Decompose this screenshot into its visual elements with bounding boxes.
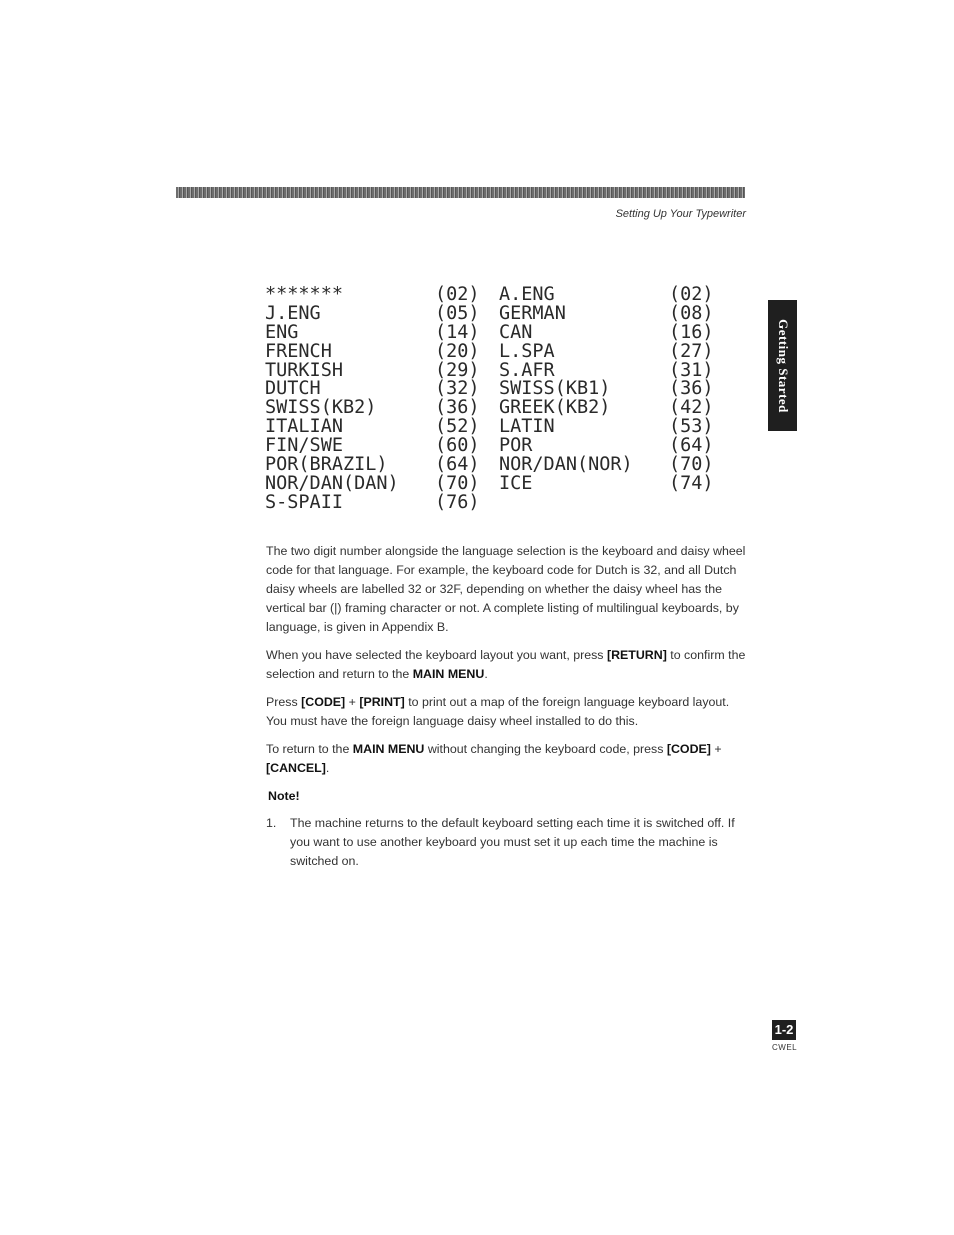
note-number: 1. (266, 816, 277, 830)
keyboard-code: (70) (669, 454, 714, 476)
keyboard-code: (16) (669, 321, 714, 343)
language-name: ******* (265, 284, 343, 305)
language-name: L.SPA (499, 340, 555, 362)
paragraph-confirm: When you have selected the keyboard layout you want, press [RETURN] to confirm the selection and return to the MAIN MENU. (266, 648, 746, 681)
keyboard-row (265, 286, 729, 305)
language-name: NOR/DAN(DAN) (265, 472, 399, 494)
language-name: FIN/SWE (265, 435, 343, 457)
print-key: [PRINT] (359, 695, 405, 709)
keyboard-code: (02) (435, 284, 480, 305)
keyboard-code: (53) (669, 416, 714, 438)
language-name: GERMAN (499, 302, 566, 324)
keyboard-row (265, 491, 729, 513)
keyboard-code: (31) (669, 359, 714, 381)
paragraph-keyboard-code: The two digit number alongside the language selection is the keyboard and daisy wheel code for that language. For example, the keyboard code for Dutch is 32, and all Dutch daisy wheels are labelled 32 or 32F, depending on whether the daisy wheel has the vertical bar (|) framing character or not. A complete listing of multilingual keyboards, by language, is given in Appendix B. (266, 544, 746, 634)
keyboard-code: (42) (669, 397, 714, 419)
language-name: SWISS(KB1) (499, 378, 611, 400)
language-name: ICE (499, 472, 533, 494)
note-item (266, 814, 748, 871)
language-name: NOR/DAN(NOR) (499, 454, 633, 476)
keyboard-row (265, 472, 729, 494)
keyboard-row (265, 302, 729, 324)
keyboard-code (669, 494, 729, 513)
keyboard-code: (29) (435, 359, 480, 381)
keyboard-code: (20) (435, 340, 480, 362)
header-rule (176, 187, 745, 198)
language-name: POR (499, 435, 533, 457)
language-name: ENG (265, 321, 299, 343)
section-tab (768, 300, 797, 431)
main-menu-label: MAIN MENU (352, 742, 425, 756)
keyboard-code: (70) (435, 472, 480, 494)
paragraph-print-map: Press [CODE] + [PRINT] to print out a map of the foreign language keyboard layout. You must have the foreign language daisy wheel installed to do this. (266, 695, 730, 728)
section-tab-label: Getting Started (775, 318, 791, 413)
keyboard-row (265, 340, 729, 362)
language-name: J.ENG (265, 302, 321, 324)
running-head: Setting Up Your Typewriter (615, 208, 746, 220)
language-name: POR(BRAZIL) (265, 454, 388, 476)
language-name: SWISS(KB2) (265, 397, 377, 419)
language-name: TURKISH (265, 359, 343, 381)
document-code: CWEL (772, 1043, 798, 1052)
language-name: DUTCH (265, 378, 321, 400)
keyboard-row (265, 359, 729, 381)
keyboard-code: (36) (435, 397, 480, 419)
code-key: [CODE] (666, 742, 711, 756)
language-name: GREEK(KB2) (499, 397, 611, 419)
keyboard-code: (32) (435, 378, 480, 400)
language-name: ITALIAN (265, 416, 343, 438)
keyboard-code: (08) (669, 302, 714, 324)
keyboard-row (265, 321, 729, 343)
keyboard-code: (05) (435, 302, 480, 324)
keyboard-code: (60) (435, 435, 480, 457)
keyboard-code: (64) (435, 454, 480, 476)
language-name: FRENCH (265, 340, 332, 362)
code-key: [CODE] (301, 695, 346, 709)
keyboard-code: (36) (669, 378, 714, 400)
language-name: S-SPAII (265, 491, 343, 513)
keyboard-code: (52) (435, 416, 480, 438)
note-text: The machine returns to the default keyboard setting each time it is switched off. If you want to use another keyboard you must set it up each time the machine is switched on. (290, 816, 735, 868)
keyboard-code: (02) (669, 284, 714, 305)
language-name: CAN (499, 321, 533, 343)
language-name: S.AFR (499, 359, 555, 381)
keyboard-code-table (265, 286, 729, 513)
language-name (499, 494, 669, 513)
body-text (266, 542, 748, 871)
page-number: 1-2 (772, 1020, 796, 1040)
main-menu-label: MAIN MENU (412, 667, 485, 681)
keyboard-code: (14) (435, 321, 480, 343)
cancel-key: [CANCEL] (266, 761, 326, 775)
keyboard-code: (64) (669, 435, 714, 457)
keyboard-code: (76) (435, 491, 480, 513)
keyboard-code: (74) (669, 472, 714, 494)
language-name: A.ENG (499, 284, 555, 305)
return-key: [RETURN] (606, 648, 667, 662)
keyboard-code: (27) (669, 340, 714, 362)
language-name: LATIN (499, 416, 555, 438)
note-title: Note! (268, 789, 300, 803)
paragraph-return: To return to the MAIN MENU without changing the keyboard code, press [CODE] + [CANCEL]. (266, 742, 722, 775)
